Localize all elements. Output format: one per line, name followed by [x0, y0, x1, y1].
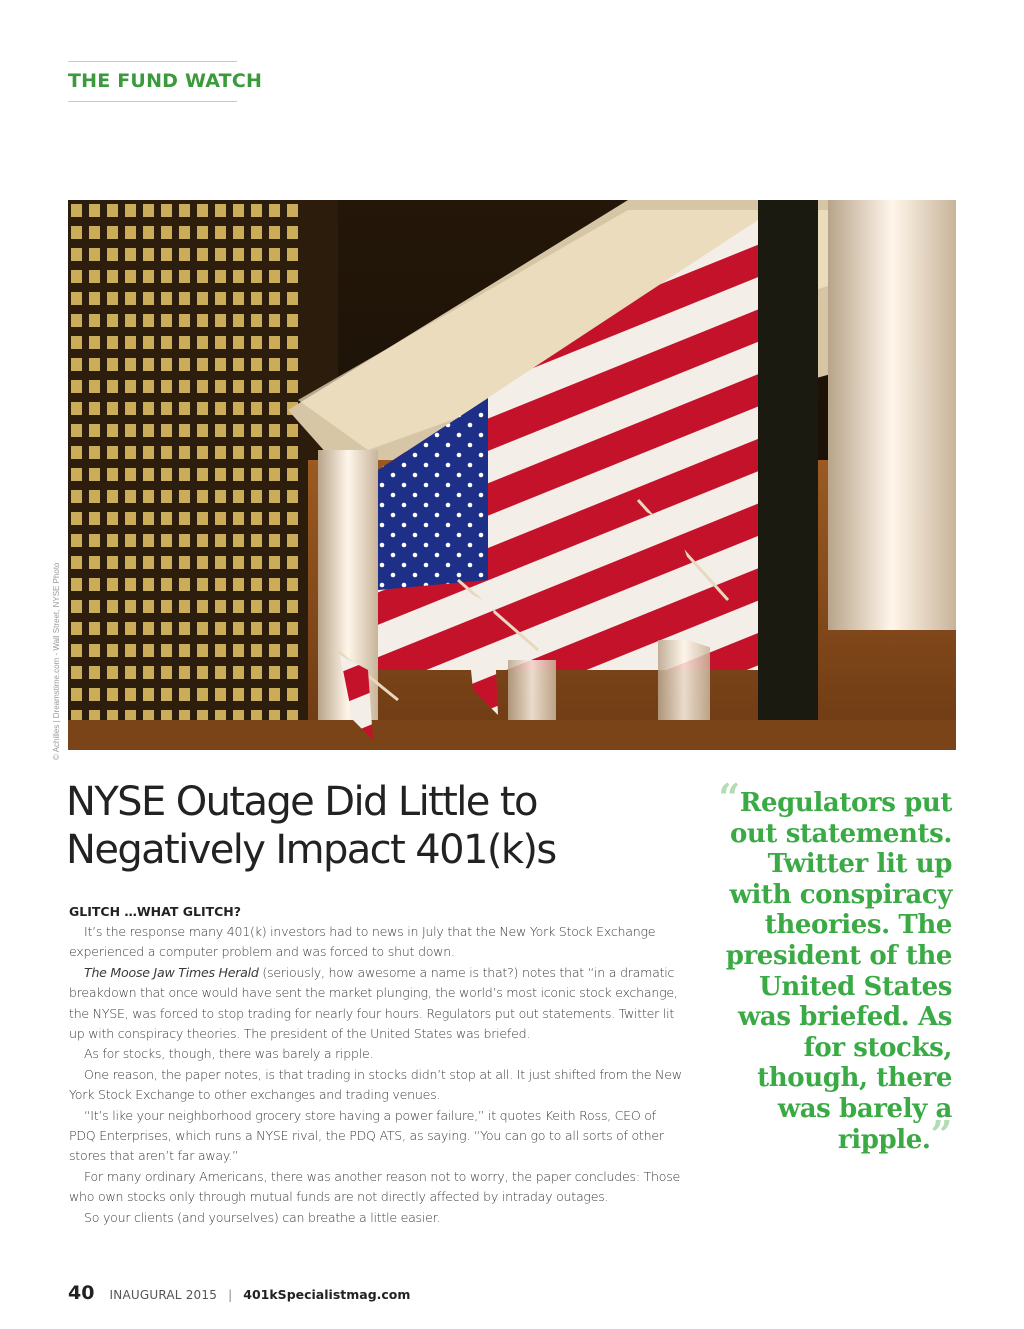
- paragraph-4: One reason, the paper notes, is that trading in stocks didn’t stop at all. It just shifted from the New York Stock Exchange to other exchanges and trading venues.: [69, 1066, 682, 1103]
- paragraph-1: It’s the response many 401(k) investors had to news in July that the New York Stock Exchange experienced a computer problem and was forced to shut down.: [69, 924, 656, 960]
- pull-quote-text: Regulators put out statements. Twitter lit up with conspiracy theories. The president of the United States was briefed. As for stocks, though, there was barely a ripple.: [725, 788, 952, 1155]
- article-body: [69, 922, 685, 1228]
- paragraph-3: As for stocks, though, there was barely a ripple.: [84, 1046, 374, 1062]
- open-quote-icon: “: [718, 775, 740, 820]
- paragraph-5: “It’s like your neighborhood grocery store having a power failure,” it quotes Keith Ross, CEO of PDQ Enterprises, which runs a NYSE rival, the PDQ ATS, as saying. “You can go to all sorts of other stores that aren’t far away.”: [69, 1107, 664, 1164]
- close-quote-icon: ”: [930, 1111, 952, 1157]
- page-footer: [68, 1282, 410, 1304]
- paragraph-6: For many ordinary Americans, there was another reason not to worry, the paper concludes: Those who own stocks only through mutual funds are not directly affected by intraday outages.: [69, 1168, 681, 1205]
- article-headline: [66, 778, 686, 874]
- headline-line-2: Negatively Impact 401(k)s: [66, 827, 556, 873]
- section-label: THE FUND WATCH: [68, 70, 263, 92]
- issue-label: INAUGURAL 2015: [109, 1288, 218, 1302]
- page-number: 40: [68, 1282, 95, 1304]
- paragraph-2-text: (seriously, how awesome a name is that?) notes that “in a dramatic breakdown that once would have sent the market plunging, the world’s most iconic stock exchange, the NYSE, was forced to stop trading for nearly four hours. Regulators put out statements. Twitter lit up with conspiracy theories. The president of the United States was briefed.: [69, 964, 678, 1042]
- article-photo: [68, 200, 956, 750]
- headline-line-1: NYSE Outage Did Little to: [66, 779, 537, 825]
- section-rule-top: [68, 61, 237, 62]
- paragraph-2: [69, 963, 685, 1045]
- publication-name: The Moose Jaw Times Herald: [84, 964, 259, 980]
- site-link[interactable]: 401kSpecialistmag.com: [243, 1287, 411, 1302]
- section-rule-bottom: [68, 101, 237, 102]
- pull-quote: [700, 775, 952, 1157]
- photo-credit: © Achilles | Dreamstime.com - Wall Street, NYSE Photo: [52, 562, 61, 760]
- footer-separator: |: [228, 1288, 233, 1302]
- article-subhead: GLITCH …WHAT GLITCH?: [69, 904, 242, 919]
- paragraph-7: So your clients (and yourselves) can breathe a little easier.: [84, 1209, 441, 1225]
